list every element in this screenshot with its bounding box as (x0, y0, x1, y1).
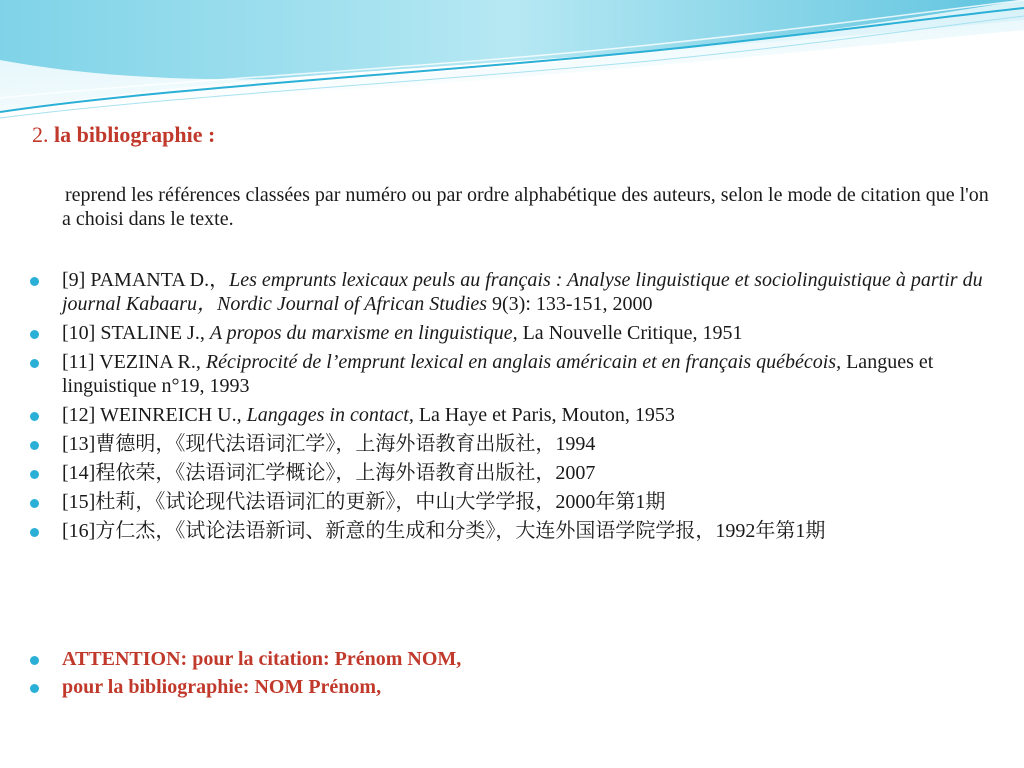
reference-author: [9] PAMANTA D.， (62, 269, 230, 291)
bullet-icon (30, 470, 39, 479)
reference-author: [11] VEZINA R., (62, 351, 206, 373)
reference-text: [15]杜莉，《试论现代法语词汇的更新》，中山大学学报，2000年第1期 (62, 491, 666, 513)
note-text: ATTENTION: pour la citation: Prénom NOM, (62, 648, 462, 670)
bullet-icon (30, 684, 39, 693)
reference-item (30, 519, 992, 543)
reference-list (30, 268, 992, 548)
reference-details: Langues et linguistique n°19, 1993 (62, 351, 934, 397)
header-wave-decoration (0, 0, 1024, 130)
section-number: 2. (32, 122, 49, 147)
reference-author: [10] STALINE J., (62, 322, 210, 344)
bullet-icon (30, 359, 39, 368)
reference-item (30, 321, 992, 345)
attention-bibliography-note (30, 674, 992, 700)
bullet-icon (30, 277, 39, 286)
reference-author: [12] WEINREICH U. (62, 404, 237, 426)
section-heading (32, 120, 215, 150)
bullet-icon (30, 330, 39, 339)
reference-title: A propos du marxisme en linguistique, (209, 322, 518, 344)
intro-paragraph: reprend les références classées par numéro ou par ordre alphabétique des auteurs, selon le mode de citation que l'on a choisi dans le texte. (62, 184, 989, 230)
reference-details: La Nouvelle Critique, 1951 (517, 322, 743, 344)
reference-text: [16]方仁杰，《试论法语新词、新意的生成和分类》，大连外国语学院学报，1992年第1期 (62, 520, 826, 542)
reference-text: [14]程依荣，《法语词汇学概论》，上海外语教育出版社，2007 (62, 462, 596, 484)
reference-item (30, 490, 992, 514)
reference-item (30, 268, 992, 316)
reference-details: 9(3): 133-151, 2000 (487, 293, 653, 315)
attention-notes (30, 646, 992, 702)
bullet-icon (30, 656, 39, 665)
bullet-icon (30, 441, 39, 450)
note-text: pour la bibliographie: NOM Prénom, (62, 676, 382, 698)
reference-item (30, 403, 992, 427)
reference-title: Réciprocité de l’emprunt lexical en anglais américain et en français québécois, (205, 351, 842, 373)
bullet-icon (30, 499, 39, 508)
section-title: la bibliographie : (48, 122, 216, 147)
reference-title: , Langages in contact, (236, 404, 414, 426)
reference-text: [13]曹德明，《现代法语词汇学》，上海外语教育出版社，1994 (62, 433, 596, 455)
reference-item (30, 350, 992, 398)
bullet-icon (30, 412, 39, 421)
reference-title: Les emprunts lexicaux peuls au français : Analyse linguistique et sociolinguistique à partir du journal Kabaaru，Nordic Journal of African Studies (62, 269, 983, 315)
reference-item (30, 461, 992, 485)
reference-item (30, 432, 992, 456)
bullet-icon (30, 528, 39, 537)
reference-details: La Haye et Paris, Mouton, 1953 (413, 404, 675, 426)
attention-citation-note (30, 646, 992, 672)
